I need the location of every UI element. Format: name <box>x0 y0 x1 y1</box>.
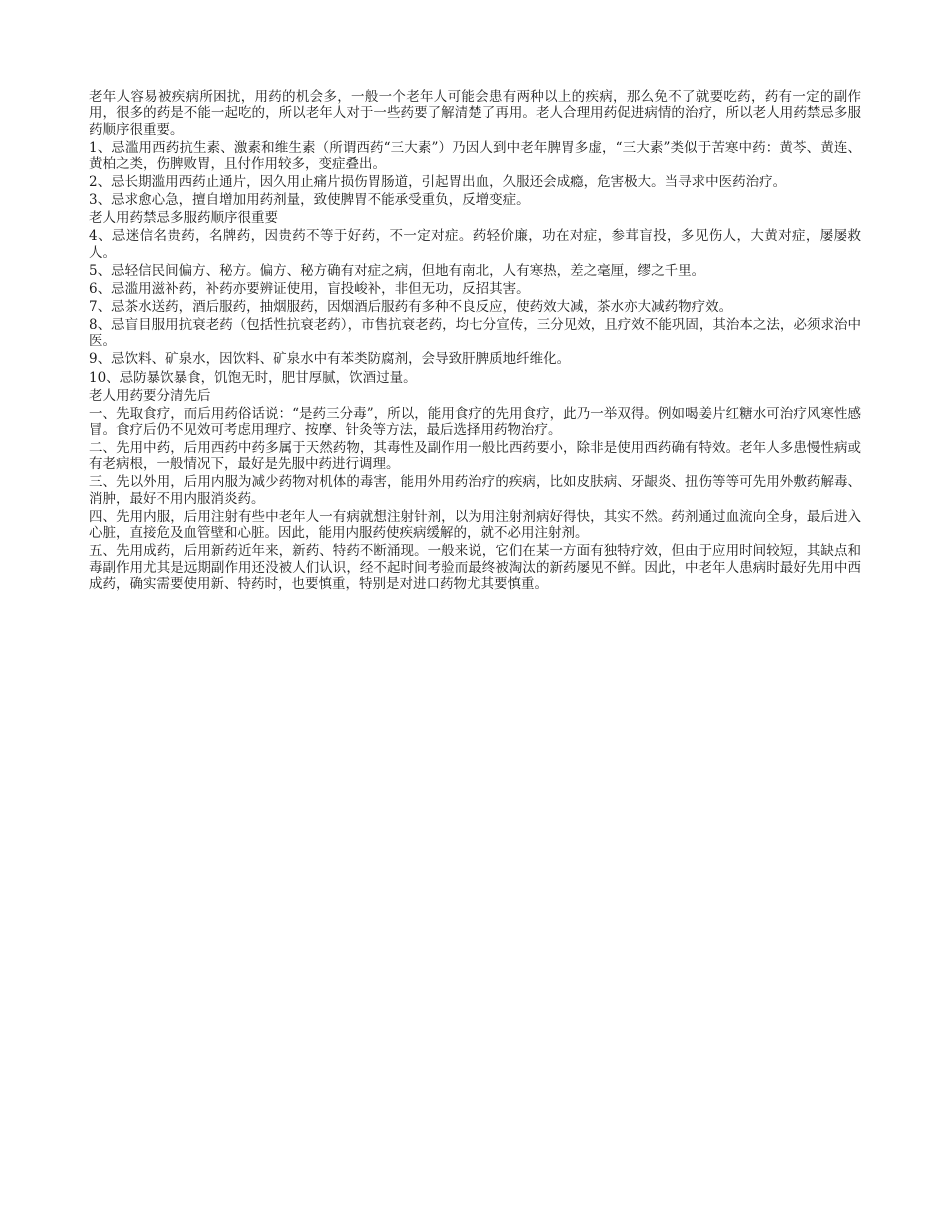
taboo-item-1: 1、忌滥用西药抗生素、激素和维生素（所谓西药“三大素”）乃因人到中老年脾胃多虚，“三大素”类似于苦寒中药：黄芩、黄连、黄柏之类，伤脾败胃，且付作用较多，变症叠出。 <box>89 139 861 172</box>
intro-paragraph: 老年人容易被疾病所困扰，用药的机会多，一般一个老年人可能会患有两种以上的疾病，那么免不了就要吃药，药有一定的副作用，很多的药是不能一起吃的，所以老年人对于一些药要了解清楚了再用。老人合理用药促进病情的治疗，所以老人用药禁忌多服药顺序很重要。 <box>89 89 861 138</box>
taboo-item-7: 7、忌茶水送药，酒后服药，抽烟服药，因烟酒后服药有多种不良反应，使药效大减，茶水亦大减药物疗效。 <box>89 298 733 315</box>
taboo-item-9: 9、忌饮料、矿泉水，因饮料、矿泉水中有苯类防腐剂，会导致肝脾质地纤维化。 <box>89 351 571 368</box>
section-heading-order: 老人用药要分清先后 <box>89 387 211 404</box>
taboo-item-2: 2、忌长期滥用西药止通片，因久用止痛片损伤胃肠道，引起胃出血，久服还会成瘾，危害极大。当寻求中医药治疗。 <box>89 174 787 191</box>
section-heading-taboos: 老人用药禁忌多服药顺序很重要 <box>89 210 278 227</box>
order-item-1: 一、先取食疗，而后用药俗话说：“是药三分毒”，所以，能用食疗的先用食疗，此乃一举双得。例如喝姜片红糖水可治疗风寒性感冒。食疗后仍不见效可考虑用理疗、按摩、针灸等方法，最后选择用药物治疗。 <box>89 405 861 438</box>
order-item-4: 四、先用内服，后用注射有些中老年人一有病就想注射针剂，以为用注射剂病好得快，其实不然。药剂通过血流向全身，最后进入心脏，直接危及血管壁和心脏。因此，能用内服药使疾病缓解的，就不必用注射剂。 <box>89 508 861 542</box>
taboo-item-5: 5、忌轻信民间偏方、秘方。偏方、秘方确有对症之病，但地有南北，人有寒热，差之毫厘，缪之千里。 <box>89 262 706 279</box>
order-item-2: 二、先用中药，后用西药中药多属于天然药物，其毒性及副作用一般比西药要小，除非是使用西药确有特效。老年人多患慢性病或有老病根，一般情况下，最好是先服中药进行调理。 <box>89 440 861 473</box>
taboo-item-4: 4、忌迷信名贵药，名牌药，因贵药不等于好药，不一定对症。药轻价廉，功在对症，参茸盲投，多见伤人，大黄对症，屡屡救人。 <box>89 228 861 261</box>
taboo-item-6: 6、忌滥用滋补药，补药亦要辨证使用，盲投峻补，非但无功，反招其害。 <box>89 280 530 297</box>
taboo-item-8: 8、忌盲目服用抗衰老药（包括性抗衰老药），市售抗衰老药，均七分宣传，三分见效，且疗效不能巩固，其治本之法，必须求治中医。 <box>89 317 861 350</box>
taboo-item-10: 10、忌防暴饮暴食，饥饱无时，肥甘厚腻，饮酒过量。 <box>89 369 417 386</box>
taboo-item-3: 3、忌求愈心急，擅自增加用药剂量，致使脾胃不能承受重负，反增变症。 <box>89 192 530 209</box>
document-body <box>89 89 861 594</box>
order-item-3: 三、先以外用，后用内服为减少药物对机体的毒害，能用外用药治疗的疾病，比如皮肤病、牙龈炎、扭伤等等可先用外敷药解毒、消肿，最好不用内服消炎药。 <box>89 474 861 507</box>
order-item-5: 五、先用成药，后用新药近年来，新药、特药不断涌现。一般来说，它们在某一方面有独特疗效，但由于应用时间较短，其缺点和毒副作用尤其是远期副作用还没被人们认识，经不起时间考验而最终被淘汰的新药屡见不鲜。因此，中老年人患病时最好先用中西成药，确实需要使用新、特药时，也要慎重，特别是对进口药物尤其要慎重。 <box>89 543 861 592</box>
